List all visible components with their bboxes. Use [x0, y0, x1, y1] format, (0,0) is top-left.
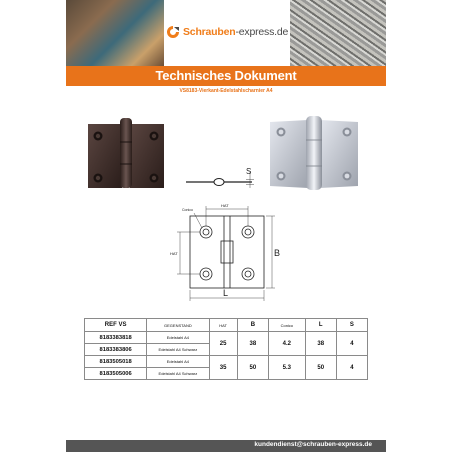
logo-brand: Schrauben — [183, 26, 236, 38]
dimension-hat-top-label: HAT — [221, 203, 229, 208]
header-hat: HAT — [209, 319, 237, 332]
ref-cell: 8183383818 — [85, 332, 147, 344]
header-gegenstand: GEGENSTAND — [147, 319, 209, 332]
stainless-hinge-image — [268, 114, 360, 194]
b-cell: 38 — [237, 332, 268, 356]
table-row — [85, 332, 368, 344]
hat-cell: 35 — [209, 356, 237, 380]
ref-cell: 8183505018 — [85, 356, 147, 368]
l-cell: 38 — [305, 332, 336, 356]
s-cell: 4 — [336, 356, 367, 380]
hands-with-tools-photo — [66, 0, 164, 66]
material-cell: Edelstahl A4 — [147, 356, 209, 368]
header-b: B — [237, 319, 268, 332]
document-title: Technisches Dokument — [66, 66, 386, 86]
brand-logo[interactable] — [166, 18, 290, 46]
ref-cell: 8183383806 — [85, 344, 147, 356]
material-cell: Edelstahl A4 — [147, 332, 209, 344]
header-conico: Conico — [268, 319, 305, 332]
l-cell: 50 — [305, 356, 336, 380]
screws-pile-photo — [290, 0, 386, 66]
conico-label: Conico — [182, 208, 193, 212]
b-cell: 50 — [237, 356, 268, 380]
dimension-b-label: B — [274, 248, 281, 258]
dimension-l-label: L — [223, 288, 229, 298]
header-l: L — [305, 319, 336, 332]
dimension-hat-left-label: HAT — [170, 251, 178, 256]
black-hinge-image — [84, 114, 168, 194]
specification-table — [84, 318, 368, 380]
schrauben-express-logo-icon — [166, 25, 180, 39]
material-cell: Edelstahl A4 Schwarz — [147, 368, 209, 380]
table-header-row — [85, 319, 368, 332]
conico-cell: 5.3 — [268, 356, 305, 380]
footer-email-link[interactable]: kundendienst@schrauben-express.de — [254, 441, 372, 448]
hinge-technical-drawing — [168, 196, 284, 304]
material-cell: Edelstahl A4 Schwarz — [147, 344, 209, 356]
hinge-side-view — [184, 166, 264, 190]
header-ref: REF VS — [85, 319, 147, 332]
logo-suffix: -express.de — [235, 26, 289, 38]
s-cell: 4 — [336, 332, 367, 356]
dimension-s-label: S — [246, 167, 252, 176]
product-subtitle: VS8183-Vierkant-Edelstahlscharnier A4 — [179, 88, 273, 94]
header-s: S — [336, 319, 367, 332]
table-row — [85, 356, 368, 368]
header-banner — [66, 0, 386, 66]
ref-cell: 8183505006 — [85, 368, 147, 380]
footer-bar — [66, 440, 386, 452]
conico-cell: 4.2 — [268, 332, 305, 356]
logo-wordmark — [183, 26, 288, 38]
hat-cell: 25 — [209, 332, 237, 356]
